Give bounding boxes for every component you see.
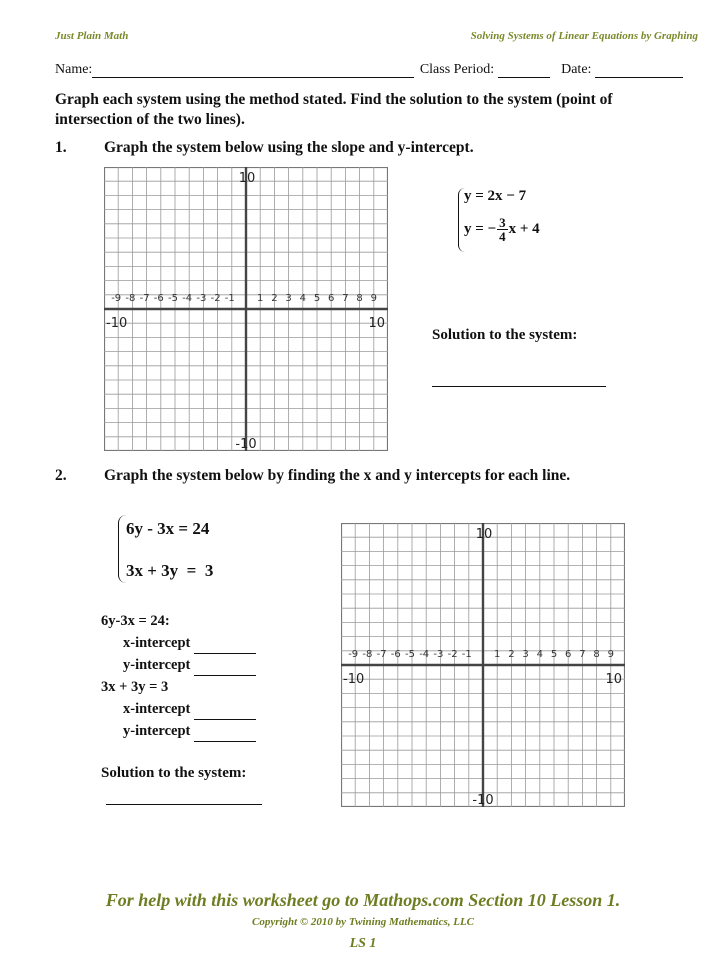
tick-label: 9 <box>370 293 377 304</box>
tick-label: 4 <box>299 293 306 304</box>
axis-label-top: 10 <box>238 171 256 186</box>
problem-2-equation-1: 6y - 3x = 24 <box>126 519 210 538</box>
axis-label-left: -10 <box>106 316 128 331</box>
line-1-x-intercept-blank[interactable] <box>194 639 256 654</box>
line-2-x-intercept-blank[interactable] <box>194 705 256 720</box>
problem-2-solution-blank[interactable] <box>106 790 262 805</box>
tick-label: 3 <box>285 293 292 304</box>
tick-label: 3 <box>522 649 529 660</box>
line-1-y-intercept-row <box>101 654 256 676</box>
date-field[interactable] <box>595 64 683 78</box>
tick-label: -4 <box>419 649 430 660</box>
y-intercept-label: y-intercept <box>123 723 191 739</box>
line-2-y-intercept-row <box>101 720 256 742</box>
tick-label: -5 <box>405 649 415 660</box>
tick-label: 8 <box>593 649 600 660</box>
axis-label-bottom: -10 <box>235 437 257 451</box>
student-info-row <box>55 62 683 78</box>
footer-page-code: LS 1 <box>349 936 377 951</box>
tick-label: -9 <box>111 293 122 304</box>
tick-label: -2 <box>447 649 458 660</box>
problem-1-equation-1: y = 2x − 7 <box>464 188 527 204</box>
axis-label-left: -10 <box>343 672 365 687</box>
tick-label: 5 <box>313 293 321 304</box>
tick-label: 9 <box>607 649 614 660</box>
problem-1-number: 1. <box>55 139 67 156</box>
problem-1-solution-label: Solution to the system: <box>432 327 578 343</box>
tick-label: 6 <box>565 649 572 660</box>
tick-label: 2 <box>508 649 515 660</box>
tick-label: -1 <box>461 649 472 660</box>
line-1-y-intercept-blank[interactable] <box>194 661 256 676</box>
axis-label-right: 10 <box>368 316 385 331</box>
tick-label: -3 <box>196 293 207 304</box>
grid-1-svg[interactable] <box>104 167 388 451</box>
eq2-prefix: y = − <box>464 221 497 237</box>
tick-label: -8 <box>125 293 136 304</box>
x-intercept-label: x-intercept <box>123 701 191 717</box>
line-1-x-intercept-row <box>101 632 256 654</box>
instructions <box>55 90 613 130</box>
problem-2-equation-2: 3x + 3y = 3 <box>126 561 214 580</box>
problem-2-number: 2. <box>55 467 67 484</box>
tick-label: 4 <box>536 649 543 660</box>
tick-label: 2 <box>271 293 278 304</box>
tick-label: 7 <box>342 293 349 304</box>
tick-label: -8 <box>362 649 373 660</box>
tick-label: 8 <box>356 293 363 304</box>
tick-label: -5 <box>168 293 178 304</box>
tick-label: -2 <box>210 293 221 304</box>
problem-2-solution-label: Solution to the system: <box>101 765 247 781</box>
tick-label: -7 <box>139 293 150 304</box>
line-2-title: 3x + 3y = 3 <box>101 679 169 695</box>
tick-label: -3 <box>433 649 444 660</box>
header-right: Solving Systems of Linear Equations by Graphing <box>470 30 698 42</box>
tick-label: -1 <box>224 293 235 304</box>
y-intercept-label: y-intercept <box>123 657 191 673</box>
header-left: Just Plain Math <box>55 30 129 42</box>
axis-label-right: 10 <box>605 672 622 687</box>
tick-label: -9 <box>348 649 359 660</box>
coordinate-grid-2[interactable] <box>341 523 625 807</box>
coordinate-grid-1[interactable] <box>104 167 388 451</box>
tick-label: 1 <box>257 293 264 304</box>
tick-label: -4 <box>182 293 193 304</box>
tick-label: -7 <box>376 649 387 660</box>
grid-2-svg[interactable] <box>341 523 625 807</box>
footer-help: For help with this worksheet go to Mathops.com Section 10 Lesson 1. <box>105 890 621 910</box>
class-period-field[interactable] <box>498 64 550 78</box>
name-label: Name: <box>55 62 93 77</box>
axis-label-bottom: -10 <box>472 793 494 807</box>
intercept-section <box>101 610 256 742</box>
tick-label: -6 <box>153 293 164 304</box>
tick-label: 7 <box>579 649 586 660</box>
eq2-fraction <box>497 216 508 243</box>
eq2-numerator: 3 <box>499 215 506 230</box>
tick-label: -6 <box>390 649 401 660</box>
problem-2-prompt: Graph the system below by finding the x and y intercepts for each line. <box>104 467 571 484</box>
eq2-suffix: x + 4 <box>508 221 540 237</box>
problem-1-prompt: Graph the system below using the slope and y-intercept. <box>104 139 474 156</box>
date-label: Date: <box>561 62 592 77</box>
line-2-x-intercept-row <box>101 698 256 720</box>
x-intercept-label: x-intercept <box>123 635 191 651</box>
tick-label: 1 <box>494 649 501 660</box>
eq2-denominator: 4 <box>499 229 506 244</box>
problem-1-equation-2 <box>464 216 540 243</box>
line-1-title: 6y-3x = 24: <box>101 613 170 629</box>
axis-label-top: 10 <box>475 527 493 542</box>
footer-copyright: Copyright © 2010 by Twining Mathematics, LLC <box>251 916 475 928</box>
instructions-line-1: Graph each system using the method stated. Find the solution to the system (point of <box>55 91 613 108</box>
tick-label: 5 <box>550 649 558 660</box>
class-period-label: Class Period: <box>419 62 495 77</box>
system-brace-2 <box>118 515 126 583</box>
tick-label: 6 <box>328 293 335 304</box>
problem-1-solution-blank[interactable] <box>432 372 606 387</box>
name-field[interactable] <box>92 64 414 78</box>
line-2-y-intercept-blank[interactable] <box>194 727 256 742</box>
instructions-line-2: intersection of the two lines). <box>55 111 245 128</box>
